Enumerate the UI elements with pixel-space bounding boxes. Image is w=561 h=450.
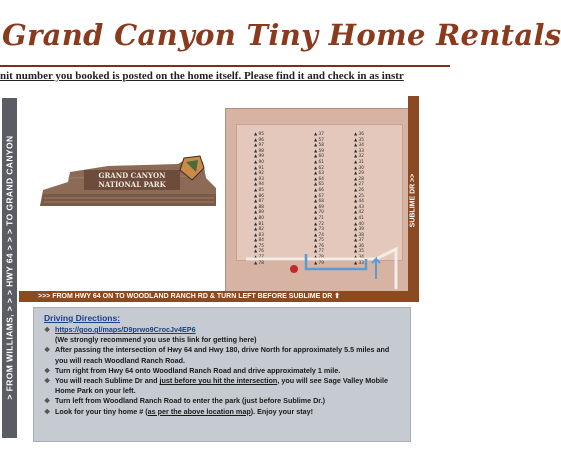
lot-number: ▲ 87: [254, 198, 264, 204]
lot-number: ▲ 70: [314, 209, 324, 215]
lot-number: ▲ 68: [314, 198, 324, 204]
lot-number: ▲ 79: [314, 259, 324, 265]
lot-number: ▲ 26: [354, 186, 364, 192]
google-maps-link[interactable]: https://goo.gl/maps/D9prwo9CrocJv4EP6: [55, 325, 196, 334]
lot-number: ▲ 33: [354, 259, 364, 265]
lot-number: ▲ 85: [254, 186, 264, 192]
lot-number: ▲ 65: [314, 181, 324, 187]
lot-number: ▲ 84: [254, 237, 264, 243]
lot-number: ▲ 82: [254, 226, 264, 232]
direction-step: ❖ Turn left from Woodland Ranch Road to enter the park (just before Sublime Dr.): [44, 396, 326, 406]
lot-number: ▲ 58: [314, 142, 324, 148]
lot-number: ▲ 86: [254, 192, 264, 198]
diamond-bullet-icon: ❖: [44, 376, 51, 386]
lot-number: ▲ 73: [314, 226, 324, 232]
left-route-banner-text: > FROM WILLIAMS, > > > HWY 64 > > > TO GRAND CANYON: [4, 135, 15, 400]
sign-text: GRAND CANYON: [98, 171, 166, 180]
lot-number: ▲ 43: [354, 203, 364, 209]
direction-step: ❖ Look for your tiny home # (as per the above location map). Enjoy your stay!: [44, 406, 314, 416]
lot-number: ▲ 28: [354, 175, 364, 181]
lot-number: ▲ 27: [354, 181, 364, 187]
lot-number: ▲ 32: [354, 153, 364, 159]
park-location-map: [225, 108, 410, 292]
lot-number: ▲ 67: [314, 192, 324, 198]
lot-number: ▲ 29: [354, 170, 364, 176]
lot-number: ▲ 25: [354, 192, 364, 198]
lot-number: ▲ 97: [254, 142, 264, 148]
lot-number: ▲ 76: [314, 242, 324, 248]
lot-number: ▲ 75: [314, 237, 324, 243]
lot-number: ▲ 40: [354, 220, 364, 226]
lot-number: ▲ 71: [314, 214, 324, 220]
lot-number: ▲ 64: [314, 175, 324, 181]
directions-title: Driving Directions:: [44, 313, 121, 323]
lot-number: ▲ 95: [254, 131, 264, 136]
lot-number: ▲ 57: [314, 136, 324, 142]
lot-number: ▲ 75: [254, 242, 264, 248]
lot-number: ▲ 44: [354, 198, 364, 204]
lot-number: ▲ 41: [354, 214, 364, 220]
national-park-sign: [38, 148, 218, 210]
driving-directions-panel: [33, 307, 411, 442]
lot-number: ▲ 42: [354, 209, 364, 215]
lot-number: ▲ 62: [314, 164, 324, 170]
lot-number: ▲ 94: [254, 181, 264, 187]
lot-number: ▲ 36: [354, 131, 364, 136]
lot-number: ▲ 93: [254, 175, 264, 181]
lot-number: ▲ 78: [314, 254, 324, 260]
lot-number: ▲ 37: [314, 131, 324, 136]
lot-number: ▲ 66: [314, 186, 324, 192]
lot-number: ▲ 99: [254, 153, 264, 159]
lot-number: ▲ 98: [254, 147, 264, 153]
direction-step: ❖ After passing the intersection of Hwy 64 and Hwy 180, drive North for approximately 5.5 miles and you will reach Woodland Ranch Road.: [44, 345, 390, 365]
diamond-bullet-icon: ❖: [44, 406, 51, 416]
lot-number: ▲ 34: [354, 254, 364, 260]
diamond-bullet-icon: ❖: [44, 345, 51, 355]
lot-number: ▲ 77: [254, 254, 264, 260]
lot-number: ▲ 59: [314, 147, 324, 153]
lot-number: ▲ 92: [254, 170, 264, 176]
lot-number: ▲ 72: [314, 220, 324, 226]
sublime-drive-label: SUBLIME DR >>: [409, 173, 417, 228]
lot-number: ▲ 77: [314, 248, 324, 254]
lot-number: ▲ 81: [254, 220, 264, 226]
directions-list: [44, 325, 404, 417]
lot-number: ▲ 35: [354, 136, 364, 142]
woodland-ranch-road-label: >>> FROM HWY 64 ON TO WOODLAND RANCH RD & TURN LEFT BEFORE SUBLIME DR ⬆: [38, 293, 341, 300]
directions-note: (We strongly recommend you use this link for getting here): [55, 335, 257, 345]
lot-number: ▲ 63: [314, 170, 324, 176]
svg-text:NATIONAL PARK: NATIONAL PARK: [98, 180, 166, 189]
lot-number: ▲ 76: [254, 248, 264, 254]
diamond-bullet-icon: ❖: [44, 325, 51, 334]
lot-number: ▲ 88: [254, 203, 264, 209]
lot-number: ▲ 35: [354, 248, 364, 254]
lot-number: ▲ 33: [354, 147, 364, 153]
lot-number: ▲ 69: [314, 203, 324, 209]
page-title: Grand Canyon Tiny Home Rentals: [2, 18, 561, 52]
lot-number: ▲ 31: [354, 158, 364, 164]
lot-number: ▲ 89: [254, 209, 264, 215]
checkin-instructions: nit number you booked is posted on the home itself. Please find it and check in as instr: [0, 70, 404, 82]
lot-number: ▲ 60: [314, 153, 324, 159]
lot-number: ▲ 30: [354, 164, 364, 170]
diamond-bullet-icon: ❖: [44, 396, 51, 406]
lot-number: ▲ 83: [254, 231, 264, 237]
lot-number: ▲ 74: [314, 231, 324, 237]
lot-number: ▲ 61: [314, 158, 324, 164]
lot-number: ▲ 80: [254, 214, 264, 220]
lot-number: ▲ 38: [354, 231, 364, 237]
lot-number: ▲ 96: [254, 136, 264, 142]
diamond-bullet-icon: ❖: [44, 365, 51, 375]
lot-number: ▲ 37: [354, 237, 364, 243]
lot-number: ▲ 78: [254, 259, 264, 265]
lot-number: ▲ 91: [254, 164, 264, 170]
directions-link-item: [44, 325, 404, 335]
lot-number: ▲ 90: [254, 158, 264, 164]
lot-number: ▲ 34: [354, 142, 364, 148]
direction-step: ❖ Turn right from Hwy 64 onto Woodland Ranch Road and drive approximately 1 mile.: [44, 365, 341, 375]
direction-step: ❖ You will reach Sublime Dr and just before you hit the intersection, you will see Sage Valley Mobile Home Park on your left.: [44, 376, 388, 396]
lot-number: ▲ 36: [354, 242, 364, 248]
title-divider: [0, 65, 450, 67]
lot-number: ▲ 39: [354, 226, 364, 232]
left-route-banner: [2, 98, 17, 438]
